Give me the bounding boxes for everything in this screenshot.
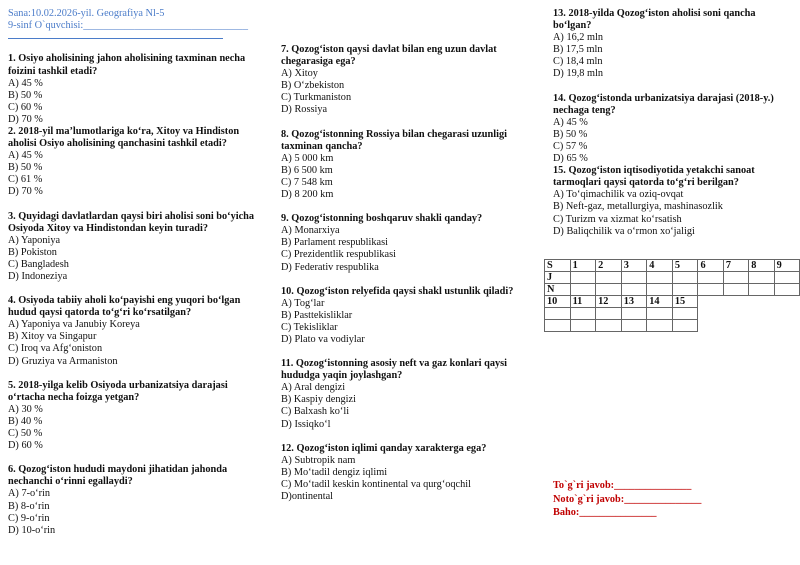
option-b: B) Neft-gaz, metallurgiya, mashinasozlik	[553, 201, 723, 213]
grid-cell: 14	[647, 296, 673, 308]
option-c: C) Iroq va Afg‘oniston	[8, 343, 103, 355]
option-b: B) 50 %	[553, 128, 588, 140]
grid-cell	[672, 320, 698, 332]
question-text: 6. Qozog‘iston hududi maydoni jihatidan jahonda nechanchi o‘rinni egallaydi?	[8, 464, 228, 488]
grid-blank	[749, 308, 774, 320]
question-1	[8, 53, 266, 126]
grid-cell	[672, 272, 698, 284]
option-b: B) O‘zbekiston	[281, 80, 345, 92]
score-section	[553, 479, 701, 520]
question-8	[281, 129, 543, 202]
option-b: B) 50 %	[8, 162, 43, 174]
option-b: B) 17,5 mln	[553, 44, 603, 56]
grid-row-n	[545, 284, 800, 296]
grid-cell	[621, 308, 647, 320]
option-c: C) 60 %	[8, 101, 43, 113]
grid-cell	[596, 308, 622, 320]
grid-cell	[545, 320, 571, 332]
option-b: B) Kaspiy dengizi	[281, 394, 356, 406]
option-c: C) Bangladesh	[8, 258, 69, 270]
option-a: A) 16,2 mln	[553, 32, 604, 44]
grid-blank	[749, 296, 774, 308]
column-left	[8, 8, 266, 549]
question-9	[281, 213, 543, 273]
grid-cell: 1	[570, 260, 596, 272]
grid-cell	[672, 284, 698, 296]
grid-cell: 2	[596, 260, 622, 272]
grid-row-empty	[545, 320, 800, 332]
grid-cell	[596, 320, 622, 332]
option-c: C) Balxash ko‘li	[281, 406, 350, 418]
grid-cell: 9	[774, 260, 799, 272]
question-12	[281, 443, 543, 503]
grid-cell	[774, 284, 799, 296]
option-d: D) Indoneziya	[8, 271, 68, 282]
question-7	[281, 44, 543, 117]
option-c: C) Turkmaniston	[281, 92, 352, 104]
grid-cell: 5	[672, 260, 698, 272]
option-c: C) Mo‘tadil keskin kontinental va qurg‘oqchil	[281, 478, 471, 490]
grid-cell: 4	[647, 260, 673, 272]
question-6	[8, 464, 266, 537]
question-13	[553, 8, 793, 81]
question-text: 5. 2018-yilga kelib Osiyoda urbanizatsiya darajasi o‘rtacha necha foizga yetgan?	[8, 379, 228, 403]
column-middle	[281, 44, 543, 515]
question-text: 13. 2018-yilda Qozog‘iston aholisi soni qancha bo‘lgan?	[553, 8, 756, 32]
grid-cell	[672, 308, 698, 320]
grid-cell: 15	[672, 296, 698, 308]
option-b: B) Pasttekisliklar	[281, 309, 353, 321]
grid-blank	[698, 296, 723, 308]
grid-cell	[545, 308, 571, 320]
grid-cell	[647, 308, 673, 320]
option-c: C) Tekisliklar	[281, 321, 338, 333]
option-d: D) Rossiya	[281, 104, 328, 116]
grid-blank	[774, 308, 799, 320]
option-d: D) Issiqko‘l	[281, 418, 331, 430]
grid-blank	[698, 320, 723, 332]
wrong-answers-field: Noto`g`ri javob:_______________	[553, 493, 702, 505]
question-text: 1. Osiyo aholisining jahon aholisining taxminan necha foizini tashkil etadi?	[8, 53, 246, 77]
grid-cell	[596, 284, 622, 296]
grid-cell	[723, 284, 748, 296]
option-d: D) 70 %	[8, 113, 43, 125]
grid-cell	[774, 272, 799, 284]
grid-cell: 7	[723, 260, 748, 272]
option-a: A) 7-o‘rin	[8, 488, 51, 500]
option-a: A) Aral dengizi	[281, 382, 346, 394]
question-text: 15. Qozog‘iston iqtisodiyotida yetakchi sanoat tarmoqlari qaysi qatorda to‘g‘ri berilgan?	[553, 165, 755, 189]
grid-cell	[570, 284, 596, 296]
question-text: 2. 2018-yil ma’lumotlariga ko‘ra, Xitoy va Hindiston aholisi Osiyo aholisining qanchasini tashkil etadi?	[8, 125, 240, 150]
option-c: C) 57 %	[553, 140, 588, 152]
option-d: D)ontinental	[281, 491, 334, 502]
option-a: A) 45 %	[553, 116, 588, 128]
option-a: A) 30 %	[8, 403, 43, 415]
grid-cell	[647, 272, 673, 284]
grid-cell: N	[545, 284, 571, 296]
grid-cell: 12	[596, 296, 622, 308]
option-d: D) 65 %	[553, 153, 588, 165]
grid-cell: 10	[545, 296, 571, 308]
grid-cell	[723, 272, 748, 284]
option-d: D) 8 200 km	[281, 189, 334, 201]
grid-row-second-header	[545, 296, 800, 308]
question-5	[8, 380, 266, 453]
grid-cell: 11	[570, 296, 596, 308]
question-10	[281, 286, 543, 346]
option-b: B) Parlament respublikasi	[281, 237, 388, 249]
header-date: Sana:10.02.2026-yil. Geografiya Nl-5	[8, 8, 165, 19]
grid-blank	[723, 308, 748, 320]
question-text: 14. Qozog‘istonda urbanizatsiya darajasi (2018-y.) nechaga teng?	[553, 92, 774, 116]
option-b: B) 40 %	[8, 415, 43, 427]
option-c: C) 18,4 mln	[553, 56, 603, 68]
grid-blank	[723, 320, 748, 332]
grid-cell	[596, 272, 622, 284]
option-a: A) 45 %	[8, 150, 43, 162]
header-underline	[8, 32, 223, 39]
question-text: 12. Qozog‘iston iqlimi qanday xarakterga ega?	[281, 442, 487, 454]
question-text: 7. Qozog‘iston qaysi davlat bilan eng uzun davlat chegarasiga ega?	[281, 44, 497, 68]
option-a: A) Tog‘lar	[281, 297, 325, 309]
grid-blank	[774, 320, 799, 332]
grid-row-j	[545, 272, 800, 284]
grid-blank	[698, 308, 723, 320]
grid-row-empty	[545, 308, 800, 320]
question-text: 8. Qozog‘istonning Rossiya bilan chegarasi uzunligi taxminan qancha?	[281, 128, 507, 152]
grid-cell	[647, 320, 673, 332]
option-c: C) 9-o‘rin	[8, 512, 50, 524]
grid-cell	[698, 284, 723, 296]
option-d: D) 19,8 mln	[553, 68, 604, 80]
grid-cell: J	[545, 272, 571, 284]
option-b: B) Mo‘tadil dengiz iqlimi	[281, 466, 388, 478]
grid-cell: 8	[749, 260, 774, 272]
grid-cell	[621, 272, 647, 284]
option-a: A) Yaponiya va Janubiy Koreya	[8, 319, 140, 331]
option-b: B) Pokiston	[8, 246, 57, 258]
option-a: A) Yaponiya	[8, 234, 61, 246]
option-c: C) 50 %	[8, 428, 43, 440]
option-a: A) To‘qimachilik va oziq-ovqat	[553, 189, 684, 201]
option-b: B) 6 500 km	[281, 164, 333, 176]
grid-row-header	[545, 260, 800, 272]
option-d: D) Baliqchilik va o‘rmon xo‘jaligi	[553, 225, 695, 237]
option-d: D) 10-o‘rin	[8, 524, 56, 536]
grade-field: Baho:_______________	[553, 507, 657, 518]
correct-answers-field: To`g`ri javob:_______________	[553, 480, 692, 491]
option-d: D) Federativ respublika	[281, 261, 379, 273]
option-c: C) 61 %	[8, 174, 43, 186]
question-4	[8, 295, 266, 368]
option-d: D) Gruziya va Armaniston	[8, 355, 118, 367]
grid-cell	[698, 272, 723, 284]
option-a: A) Monarxiya	[281, 225, 340, 237]
grid-cell: S	[545, 260, 571, 272]
grid-cell: 13	[621, 296, 647, 308]
option-b: B) Xitoy va Singapur	[8, 331, 97, 343]
grid-cell	[570, 308, 596, 320]
question-14	[553, 93, 793, 166]
option-d: D) 60 %	[8, 440, 43, 452]
answer-grid	[544, 259, 800, 332]
option-d: D) Plato va vodiylar	[281, 333, 365, 345]
option-c: C) 7 548 km	[281, 176, 333, 188]
option-a: A) Subtropik nam	[281, 454, 356, 466]
question-text: 9. Qozog‘istonning boshqaruv shakli qanday?	[281, 213, 483, 225]
column-right	[553, 8, 793, 250]
question-text: 3. Quyidagi davlatlardan qaysi biri aholisi soni bo‘yicha Osiyoda Xitoy va Hindistondan keyin turadi?	[8, 210, 255, 234]
question-2	[8, 126, 266, 199]
header-student: 9-sinf O`quvchisi:________________________________	[8, 20, 248, 32]
question-11	[281, 358, 543, 431]
question-text: 11. Qozog‘istonning asosiy neft va gaz konlari qaysi hududga yaqin joylashgan?	[281, 358, 507, 382]
option-d: D) 70 %	[8, 186, 43, 198]
question-15	[553, 165, 793, 238]
grid-cell	[749, 272, 774, 284]
grid-cell	[749, 284, 774, 296]
grid-cell: 3	[621, 260, 647, 272]
grid-cell	[621, 284, 647, 296]
grid-blank	[723, 296, 748, 308]
grid-blank	[749, 320, 774, 332]
grid-cell	[570, 320, 596, 332]
grid-cell	[647, 284, 673, 296]
option-b: B) 8-o‘rin	[8, 500, 50, 512]
question-3	[8, 211, 266, 284]
option-b: B) 50 %	[8, 89, 43, 101]
option-a: A) Xitoy	[281, 68, 318, 80]
option-c: C) Prezidentlik respublikasi	[281, 249, 396, 261]
grid-cell	[570, 272, 596, 284]
grid-cell: 6	[698, 260, 723, 272]
option-a: A) 45 %	[8, 77, 43, 89]
grid-cell	[621, 320, 647, 332]
grid-blank	[774, 296, 799, 308]
option-a: A) 5 000 km	[281, 152, 334, 164]
question-text: 10. Qozog‘iston relyefida qaysi shakl ustunlik qiladi?	[281, 285, 514, 297]
option-c: C) Turizm va xizmat ko‘rsatish	[553, 213, 682, 225]
question-text: 4. Osiyoda tabiiy aholi ko‘payishi eng yuqori bo‘lgan hudud qaysi qatorda to‘g‘ri ko‘rsatilgan?	[8, 295, 241, 319]
